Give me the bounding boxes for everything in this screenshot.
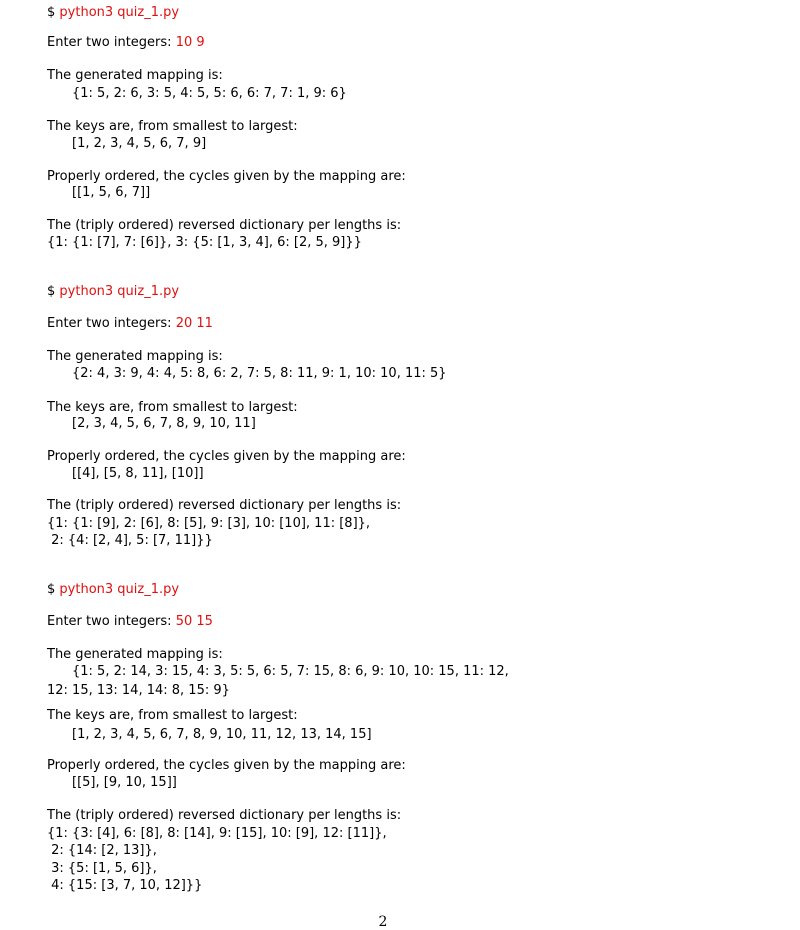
mapping-line: 12: 15, 13: 14, 14: 8, 15: 9} [47, 683, 230, 698]
cycles-label: Properly ordered, the cycles given by the mapping are: [47, 449, 406, 464]
keys-label: The keys are, from smallest to largest: [47, 400, 298, 415]
reversed-line: {1: {1: [9], 2: [6], 8: [5], 9: [3], 10: [10], 11: [8]}, [47, 516, 371, 531]
cycles-value: [[5], [9, 10, 15]] [72, 775, 177, 790]
prompt-symbol: $ [47, 582, 56, 597]
cycles-label: Properly ordered, the cycles given by the mapping are: [47, 169, 406, 184]
reversed-label: The (triply ordered) reversed dictionary per lengths is: [47, 498, 402, 513]
keys-value: [1, 2, 3, 4, 5, 6, 7, 8, 9, 10, 11, 12, 13, 14, 15] [72, 727, 372, 742]
input-line [47, 316, 213, 332]
input-value: 10 9 [175, 35, 205, 50]
reversed-label: The (triply ordered) reversed dictionary per lengths is: [47, 218, 402, 233]
input-label: Enter two integers: [47, 614, 172, 629]
prompt-symbol: $ [47, 5, 56, 20]
input-value: 50 15 [175, 614, 213, 629]
mapping-line: {1: 5, 2: 14, 3: 15, 4: 3, 5: 5, 6: 5, 7: 15, 8: 6, 9: 10, 10: 15, 11: 12, [72, 664, 509, 679]
reversed-line: 4: {15: [3, 7, 10, 12]}} [47, 878, 203, 893]
reversed-line: {1: {1: [7], 7: [6]}, 3: {5: [1, 3, 4], 6: [2, 5, 9]}} [47, 235, 362, 250]
cycles-value: [[4], [5, 8, 11], [10]] [72, 466, 204, 481]
input-line [47, 614, 213, 630]
keys-label: The keys are, from smallest to largest: [47, 708, 298, 723]
command-text: python3 quiz_1.py [59, 582, 180, 597]
reversed-line: 3: {5: [1, 5, 6]}, [47, 861, 157, 876]
keys-label: The keys are, from smallest to largest: [47, 119, 298, 134]
input-line [47, 35, 205, 51]
input-label: Enter two integers: [47, 316, 172, 331]
keys-value: [2, 3, 4, 5, 6, 7, 8, 9, 10, 11] [72, 416, 256, 431]
mapping-label: The generated mapping is: [47, 349, 223, 364]
command-text: python3 quiz_1.py [59, 5, 180, 20]
page-number: 2 [378, 914, 388, 930]
reversed-line: {1: {3: [4], 6: [8], 8: [14], 9: [15], 10: [9], 12: [11]}, [47, 826, 387, 841]
prompt-symbol: $ [47, 284, 56, 299]
command-line [47, 5, 179, 21]
command-line [47, 284, 179, 300]
mapping-label: The generated mapping is: [47, 68, 223, 83]
reversed-line: 2: {14: [2, 13]}, [47, 843, 157, 858]
reversed-line: 2: {4: [2, 4], 5: [7, 11]}} [47, 533, 213, 548]
reversed-label: The (triply ordered) reversed dictionary per lengths is: [47, 808, 402, 823]
mapping-label: The generated mapping is: [47, 647, 223, 662]
cycles-label: Properly ordered, the cycles given by the mapping are: [47, 758, 406, 773]
command-line [47, 582, 179, 598]
keys-value: [1, 2, 3, 4, 5, 6, 7, 9] [72, 136, 207, 151]
mapping-line: {1: 5, 2: 6, 3: 5, 4: 5, 5: 6, 6: 7, 7: 1, 9: 6} [72, 86, 347, 101]
input-label: Enter two integers: [47, 35, 172, 50]
mapping-line: {2: 4, 3: 9, 4: 4, 5: 8, 6: 2, 7: 5, 8: 11, 9: 1, 10: 10, 11: 5} [72, 366, 447, 381]
input-value: 20 11 [175, 316, 213, 331]
cycles-value: [[1, 5, 6, 7]] [72, 185, 151, 200]
command-text: python3 quiz_1.py [59, 284, 180, 299]
